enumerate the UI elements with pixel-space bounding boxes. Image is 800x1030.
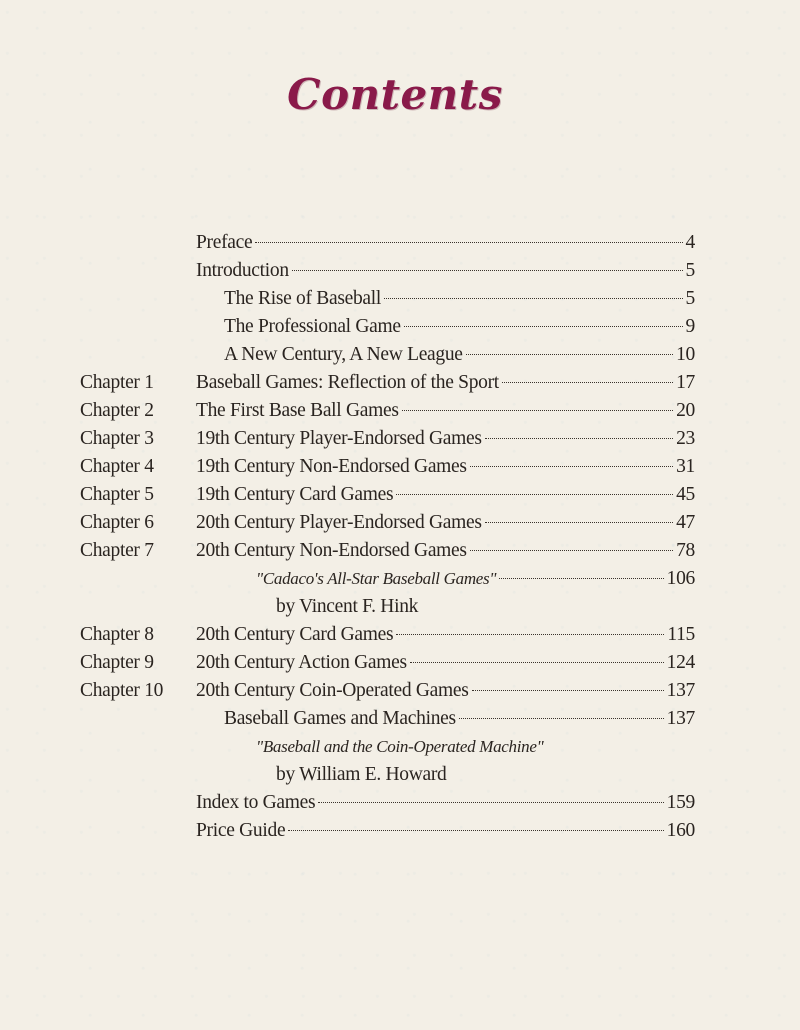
toc-entry [196,257,695,285]
dot-leader [485,522,673,523]
essay-title: "Baseball and the Coin-Operated Machine" [256,737,544,756]
page-number: 159 [666,792,695,813]
toc-entry [256,565,695,593]
toc-entry-chapter-3 [0,425,800,453]
entry-title: 20th Century Card Games [196,624,394,645]
page-number: 115 [667,624,695,645]
entry-title: A New Century, A New League [224,344,463,365]
table-of-contents [0,229,800,845]
toc-entry [196,817,695,845]
toc-entry [196,621,695,649]
dot-leader [318,802,663,803]
entry-title: 20th Century Coin-Operated Games [196,680,469,701]
page-number: 137 [666,708,695,729]
dot-leader [288,830,663,831]
entry-title: Index to Games [196,792,316,813]
toc-entry [196,453,695,481]
toc-entry-chapter-7 [0,537,800,565]
dot-leader [499,578,663,579]
toc-entry-chapter-9 [0,649,800,677]
chapter-label: Chapter 6 [80,512,154,533]
toc-entry-games-and-machines [0,705,800,733]
toc-entry-chapter-5 [0,481,800,509]
page-number: 137 [666,680,695,701]
dot-leader [384,298,683,299]
dot-leader [396,494,673,495]
toc-entry [224,285,695,313]
chapter-label: Chapter 3 [80,428,154,449]
toc-entry-index [0,789,800,817]
chapter-label: Chapter 4 [80,456,154,477]
entry-title: 20th Century Action Games [196,652,407,673]
toc-entry-chapter-4 [0,453,800,481]
page-number: 5 [685,288,695,309]
entry-title: "Cadaco's All-Star Baseball Games" [256,569,497,588]
toc-entry [224,313,695,341]
toc-entry-price-guide [0,817,800,845]
entry-title: 19th Century Card Games [196,484,394,505]
toc-entry [196,425,695,453]
dot-leader [410,662,664,663]
essay-author: by Vincent F. Hink [276,596,419,617]
dot-leader [396,634,664,635]
toc-entry [196,649,695,677]
toc-entry [224,341,695,369]
page-number: 78 [676,540,695,561]
toc-entry [196,229,695,257]
chapter-label: Chapter 10 [80,680,164,701]
page-number: 17 [676,372,695,393]
chapter-label: Chapter 5 [80,484,154,505]
toc-entry-professional-game [0,313,800,341]
toc-entry-chapter-10 [0,677,800,705]
dot-leader [485,438,673,439]
toc-entry-coin-op-essay [0,733,800,761]
toc-entry [196,677,695,705]
essay-author: by William E. Howard [276,764,447,785]
toc-entry-new-century [0,341,800,369]
toc-entry [196,397,695,425]
dot-leader [404,326,683,327]
page-title: Contents [287,70,503,119]
page-number: 45 [676,484,695,505]
chapter-label: Chapter 9 [80,652,154,673]
entry-title: 19th Century Non-Endorsed Games [196,456,467,477]
toc-entry-author-hink [0,593,800,621]
page-number: 20 [676,400,695,421]
toc-entry [196,481,695,509]
chapter-label: Chapter 7 [80,540,154,561]
toc-entry-rise-of-baseball [0,285,800,313]
dot-leader [502,382,673,383]
toc-entry-preface [0,229,800,257]
toc-entry [196,789,695,817]
entry-title: Baseball Games and Machines [224,708,456,729]
toc-entry-chapter-8 [0,621,800,649]
page-number: 4 [685,232,695,253]
entry-title: The Rise of Baseball [224,288,381,309]
page-number: 10 [676,344,695,365]
dot-leader [472,690,664,691]
chapter-label: Chapter 8 [80,624,154,645]
entry-title: Preface [196,232,253,253]
chapter-label: Chapter 1 [80,372,154,393]
entry-title: Baseball Games: Reflection of the Sport [196,372,499,393]
toc-entry [196,537,695,565]
entry-title: Price Guide [196,820,286,841]
dot-leader [470,550,673,551]
toc-entry-introduction [0,257,800,285]
toc-entry [196,509,695,537]
page-number: 9 [685,316,695,337]
entry-title: 20th Century Player-Endorsed Games [196,512,482,533]
page-number: 23 [676,428,695,449]
toc-entry-chapter-2 [0,397,800,425]
chapter-label: Chapter 2 [80,400,154,421]
toc-entry-chapter-6 [0,509,800,537]
page-number: 106 [666,568,695,589]
dot-leader [459,718,664,719]
toc-entry-chapter-1 [0,369,800,397]
page-number: 124 [666,652,695,673]
entry-title: The Professional Game [224,316,401,337]
toc-entry-cadaco-essay [0,565,800,593]
dot-leader [292,270,683,271]
toc-entry [224,705,695,733]
entry-title: Introduction [196,260,289,281]
toc-entry [196,369,695,397]
dot-leader [255,242,682,243]
dot-leader [466,354,673,355]
entry-title: 19th Century Player-Endorsed Games [196,428,482,449]
page-number: 47 [676,512,695,533]
entry-title: 20th Century Non-Endorsed Games [196,540,467,561]
dot-leader [470,466,673,467]
toc-entry-author-howard [0,761,800,789]
page-number: 160 [666,820,695,841]
page-number: 5 [685,260,695,281]
page-number: 31 [676,456,695,477]
entry-title: The First Base Ball Games [196,400,399,421]
dot-leader [402,410,673,411]
